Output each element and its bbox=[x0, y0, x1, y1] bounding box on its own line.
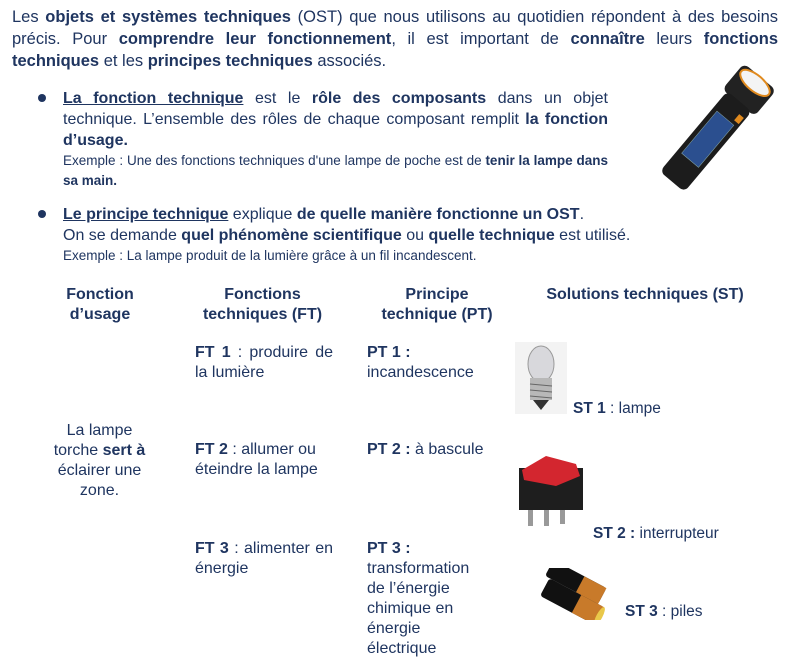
st2 bbox=[593, 525, 719, 543]
bold-text: La fonction technique bbox=[63, 90, 244, 107]
text-run: (OST) que nous utilisons au quotidien répondent à des besoins précis. Pour bbox=[12, 8, 779, 48]
bold-text: PT 1 : bbox=[367, 344, 411, 361]
bullet2-text2 bbox=[63, 225, 663, 246]
bold-text: quelle technique bbox=[428, 227, 555, 244]
bold-text: ST 2 : bbox=[593, 525, 636, 542]
text-run: Exemple : Une des fonctions techniques d'une lampe de poche est de bbox=[63, 153, 486, 168]
bullet-dot bbox=[38, 94, 46, 102]
bulb-image bbox=[515, 342, 567, 414]
text-run: Les bbox=[12, 8, 46, 26]
text-run: ou bbox=[401, 227, 429, 244]
pt3 bbox=[367, 539, 482, 659]
bold-text: Le principe technique bbox=[63, 206, 229, 223]
bold-text: ST 1 bbox=[573, 400, 606, 417]
bold-text: FT 2 bbox=[195, 441, 228, 458]
ft2 bbox=[195, 440, 335, 480]
usage-text bbox=[48, 421, 151, 501]
text-run: : produire de la lumière bbox=[195, 344, 334, 381]
text-run: transformation de l’énergie chimique en énergie électrique bbox=[367, 560, 470, 657]
text-run: interrupteur bbox=[635, 525, 719, 542]
text-run: On se demande bbox=[63, 227, 182, 244]
text-run: et les bbox=[99, 52, 148, 70]
text-run: La lampe torche bbox=[53, 422, 133, 459]
bold-text: objets et systèmes techniques bbox=[45, 8, 291, 26]
batteries-image bbox=[535, 568, 617, 620]
bold-text: fonctions techniques bbox=[12, 30, 779, 70]
bold-text: comprendre leur fonctionnement bbox=[118, 30, 392, 48]
pt2 bbox=[367, 440, 507, 460]
text-run: : allumer ou éteindre la lampe bbox=[195, 441, 318, 478]
bold-text: de quelle manière fonctionne un OST bbox=[296, 206, 580, 223]
bold-text: tenir la lampe dans sa main. bbox=[63, 153, 608, 188]
text-run: : lampe bbox=[605, 400, 661, 417]
text-run: est le bbox=[243, 90, 312, 107]
st1 bbox=[573, 400, 661, 418]
flashlight-image bbox=[640, 62, 790, 197]
bullet2-text bbox=[63, 204, 663, 225]
text-run: . bbox=[579, 206, 585, 223]
text-run: éclairer une zone. bbox=[57, 462, 142, 499]
bold-text: quel phénomène scientifique bbox=[181, 227, 402, 244]
bold-text: sert à bbox=[102, 442, 146, 459]
bold-text: rôle des composants bbox=[311, 90, 487, 107]
st3 bbox=[625, 603, 703, 621]
header-fonctions-techniques: Fonctions techniques (FT) bbox=[202, 286, 323, 323]
ft3 bbox=[195, 539, 333, 579]
bullet-dot bbox=[38, 210, 46, 218]
header-principe-technique: Principe technique (PT) bbox=[381, 286, 493, 323]
bold-text: FT 1 bbox=[195, 344, 231, 361]
text-run: Exemple : La lampe produit de la lumière grâce à un fil incandescent. bbox=[63, 248, 477, 263]
text-run: leurs bbox=[644, 30, 704, 48]
text-run: : alimenter en énergie bbox=[195, 540, 333, 577]
text-run: à bascule bbox=[410, 441, 484, 458]
bold-text: ST 3 bbox=[625, 603, 658, 620]
text-run: , il est important de bbox=[391, 30, 571, 48]
pt1 bbox=[367, 343, 487, 383]
bold-text: FT 3 bbox=[195, 540, 229, 557]
bold-text: PT 2 : bbox=[367, 441, 411, 458]
bold-text: la fonction d’usage. bbox=[63, 111, 608, 149]
bullet1-text bbox=[63, 88, 608, 151]
text-run: incandescence bbox=[367, 364, 474, 381]
bold-text: PT 3 : bbox=[367, 540, 411, 557]
bullet2-example bbox=[63, 246, 663, 266]
bullet1-example bbox=[63, 151, 608, 191]
text-run: est utilisé. bbox=[554, 227, 631, 244]
header-solutions-techniques: Solutions techniques (ST) bbox=[546, 286, 744, 303]
header-fonction-usage: Fonction d’usage bbox=[66, 286, 134, 323]
text-run: associés. bbox=[312, 52, 387, 70]
bold-text: connaître bbox=[570, 30, 645, 48]
switch-image bbox=[516, 450, 591, 530]
text-run: dans un objet technique. L’ensemble des rôles de chaque composant remplit bbox=[63, 90, 608, 128]
text-run: explique bbox=[228, 206, 297, 223]
text-run: : piles bbox=[657, 603, 703, 620]
ft1 bbox=[195, 343, 333, 383]
bold-text: principes techniques bbox=[147, 52, 313, 70]
